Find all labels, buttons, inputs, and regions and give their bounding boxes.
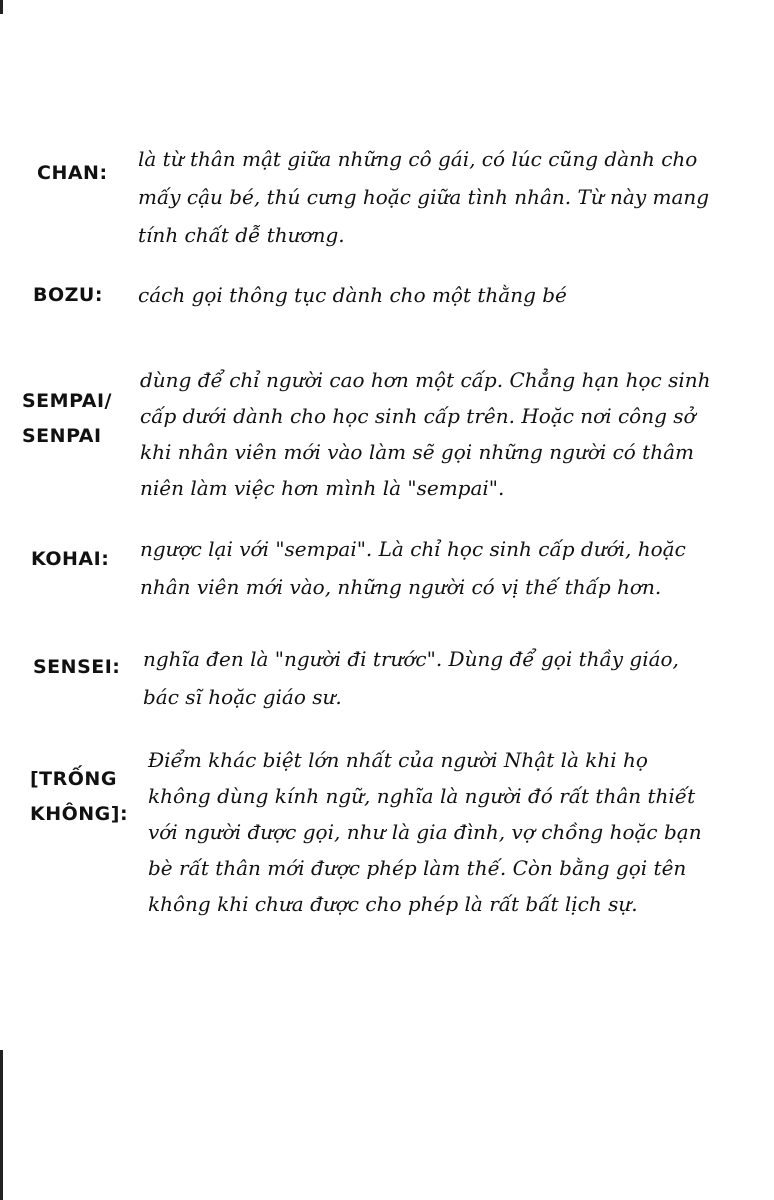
term-trong-khong bbox=[30, 762, 128, 832]
definition-line: tính chất dễ thương. bbox=[138, 223, 345, 247]
scan-edge-mark bbox=[0, 0, 3, 14]
definition-line: khi nhân viên mới vào làm sẽ gọi những người có thâm bbox=[140, 440, 694, 464]
term-line: SENPAI bbox=[22, 425, 102, 447]
definition-chan bbox=[138, 140, 709, 254]
term-sempai bbox=[22, 384, 112, 454]
definition-line: bè rất thân mới được phép làm thế. Còn bằng gọi tên bbox=[148, 856, 687, 880]
term-bozu: BOZU: bbox=[33, 284, 103, 306]
definition-line: với người được gọi, như là gia đình, vợ chồng hoặc bạn bbox=[148, 820, 702, 844]
definition-trong-khong bbox=[148, 742, 702, 922]
definition-sempai bbox=[140, 362, 711, 506]
definition-line: cấp dưới dành cho học sinh cấp trên. Hoặc nơi công sở bbox=[140, 404, 696, 428]
term-line: [TRỐNG bbox=[30, 768, 117, 790]
term-line: KHÔNG]: bbox=[30, 803, 129, 825]
definition-line: nghĩa đen là "người đi trước". Dùng để gọi thầy giáo, bbox=[143, 647, 679, 671]
definition-line: Điểm khác biệt lớn nhất của người Nhật là khi họ bbox=[148, 748, 648, 772]
term-sensei: SENSEI: bbox=[33, 656, 121, 678]
definition-kohai bbox=[140, 530, 686, 606]
definition-line: bác sĩ hoặc giáo sư. bbox=[143, 685, 342, 709]
definition-sensei bbox=[143, 640, 679, 716]
definition-line: ngược lại với "sempai". Là chỉ học sinh cấp dưới, hoặc bbox=[140, 537, 686, 561]
definition-bozu bbox=[138, 277, 567, 313]
term-chan: CHAN: bbox=[37, 162, 108, 184]
definition-line: không khi chưa được cho phép là rất bất lịch sự. bbox=[148, 892, 638, 916]
definition-line: cách gọi thông tục dành cho một thằng bé bbox=[138, 283, 567, 307]
definition-line: mấy cậu bé, thú cưng hoặc giữa tình nhân. Từ này mang bbox=[138, 185, 710, 209]
definition-line: nhân viên mới vào, những người có vị thế thấp hơn. bbox=[140, 575, 662, 599]
term-line: SEMPAI/ bbox=[22, 390, 112, 412]
definition-line: dùng để chỉ người cao hơn một cấp. Chẳng hạn học sinh bbox=[140, 368, 711, 392]
definition-line: không dùng kính ngữ, nghĩa là người đó rất thân thiết bbox=[148, 784, 696, 808]
term-kohai: KOHAI: bbox=[31, 548, 110, 570]
definition-line: niên làm việc hơn mình là "sempai". bbox=[140, 476, 505, 500]
definition-line: là từ thân mật giữa những cô gái, có lúc cũng dành cho bbox=[138, 147, 698, 171]
scan-edge-mark bbox=[0, 1050, 3, 1200]
